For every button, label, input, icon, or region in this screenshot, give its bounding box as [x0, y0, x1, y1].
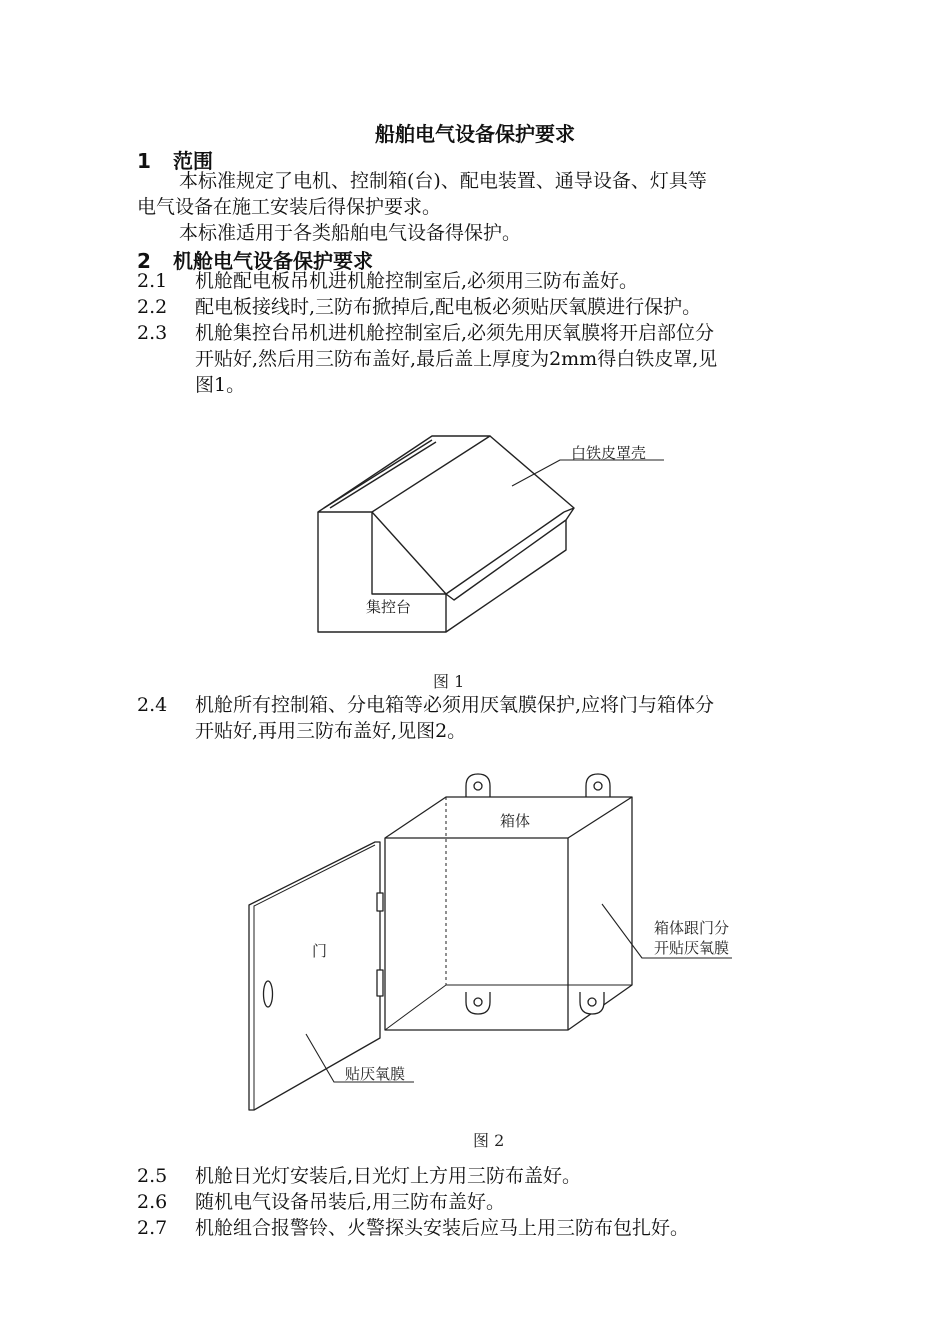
list-item: 2.2 配电板接线时,三防布掀掉后,配电板必须贴厌氧膜进行保护。 [137, 296, 702, 318]
list-item: 2.1 机舱配电板吊机进机舱控制室后,必须用三防布盖好。 [137, 270, 639, 292]
page-title: 船舶电气设备保护要求 [375, 122, 575, 146]
figure-2-film-label: 贴厌氧膜 [345, 1065, 406, 1083]
paragraph: 电气设备在施工安装后得保护要求。 [137, 196, 442, 218]
list-item-cont: 开贴好,然后用三防布盖好,最后盖上厚度为2mm得白铁皮罩,见 [195, 348, 718, 370]
list-item: 2.3 机舱集控台吊机进机舱控制室后,必须先用厌氧膜将开启部位分 [137, 322, 715, 344]
paragraph: 本标准适用于各类船舶电气设备得保护。 [179, 222, 522, 244]
list-item: 2.5 机舱日光灯安装后,日光灯上方用三防布盖好。 [137, 1165, 582, 1187]
figure-2-note-label-line1: 箱体跟门分 [654, 919, 730, 937]
list-item-cont: 开贴好,再用三防布盖好,见图2。 [195, 720, 467, 742]
figure-2-box-label: 箱体 [500, 812, 531, 830]
figure-1-console-label: 集控台 [366, 598, 412, 616]
list-item: 2.4 机舱所有控制箱、分电箱等必须用厌氧膜保护,应将门与箱体分 [137, 694, 715, 716]
figure-2-door-label: 门 [312, 942, 328, 960]
figure-1-cover-label: 白铁皮罩壳 [571, 444, 647, 462]
paragraph: 本标准规定了电机、控制箱(台)、配电装置、通导设备、灯具等 [179, 170, 707, 192]
list-item-cont: 图1。 [195, 374, 246, 396]
figure-2-caption: 图 2 [473, 1131, 505, 1150]
section-1-heading: 1 范围 [137, 149, 213, 173]
list-item: 2.7 机舱组合报警铃、火警探头安装后应马上用三防布包扎好。 [137, 1217, 690, 1239]
figure-1-caption: 图 1 [433, 672, 465, 691]
list-item: 2.6 随机电气设备吊装后,用三防布盖好。 [137, 1191, 506, 1213]
section-2-heading: 2 机舱电气设备保护要求 [137, 249, 373, 273]
figure-2-note-label-line2: 开贴厌氧膜 [654, 939, 730, 957]
